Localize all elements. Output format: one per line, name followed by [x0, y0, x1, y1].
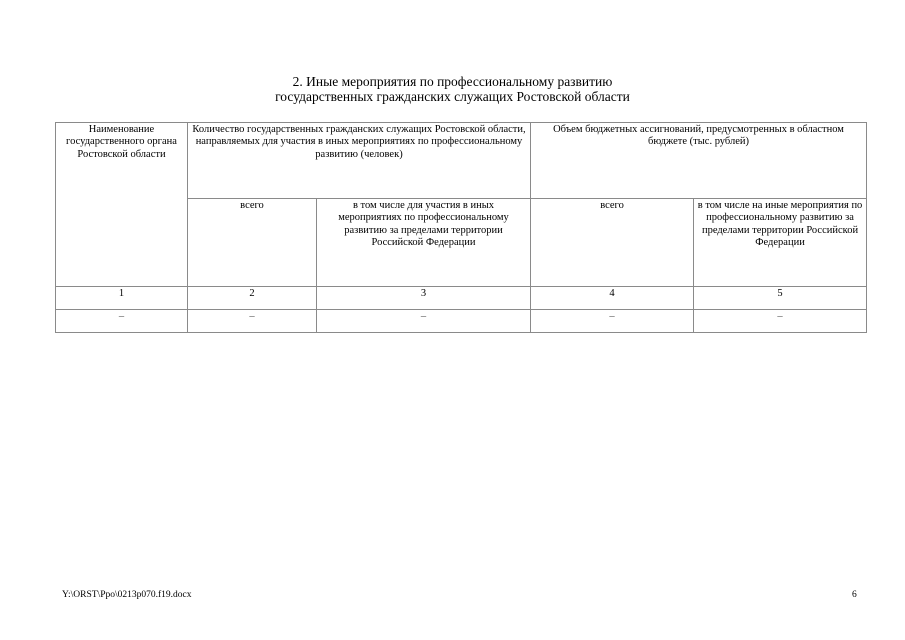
table-cell: –: [694, 310, 867, 333]
header-count-group: Количество государственных гражданских служащих Ростовской области, направляемых для участия в иных мероприятиях по профессиональному развитию (человек): [188, 123, 531, 199]
column-number: 2: [188, 287, 317, 310]
title-line-2: государственных гражданских служащих Ростовской области: [275, 89, 630, 104]
footer-file-path: Y:\ORST\Ppo\0213p070.f19.docx: [62, 590, 192, 600]
column-number: 5: [694, 287, 867, 310]
table-cell: –: [56, 310, 188, 333]
table-cell: –: [531, 310, 694, 333]
header-budget-total: всего: [531, 199, 694, 287]
title-line-1: 2. Иные мероприятия по профессиональному развитию: [292, 74, 613, 89]
header-row-1: [56, 123, 867, 199]
column-number: 1: [56, 287, 188, 310]
header-count-abroad: в том числе для участия в иных мероприятиях по профессиональному развитию за пределами территории Российской Федерации: [317, 199, 531, 287]
footer-page-number: 6: [852, 590, 857, 600]
column-number: 4: [531, 287, 694, 310]
header-count-total: всего: [188, 199, 317, 287]
header-organ: Наименование государственного органа Ростовской области: [56, 123, 188, 287]
events-table: [55, 122, 867, 333]
column-numbers-row: [56, 287, 867, 310]
section-title: [0, 74, 905, 104]
table-cell: –: [188, 310, 317, 333]
table-row: [56, 310, 867, 333]
column-number: 3: [317, 287, 531, 310]
header-budget-group: Объем бюджетных ассигнований, предусмотренных в областном бюджете (тыс. рублей): [531, 123, 867, 199]
header-budget-abroad: в том числе на иные мероприятия по профессиональному развитию за пределами территории Российской Федерации: [694, 199, 867, 287]
table-cell: –: [317, 310, 531, 333]
